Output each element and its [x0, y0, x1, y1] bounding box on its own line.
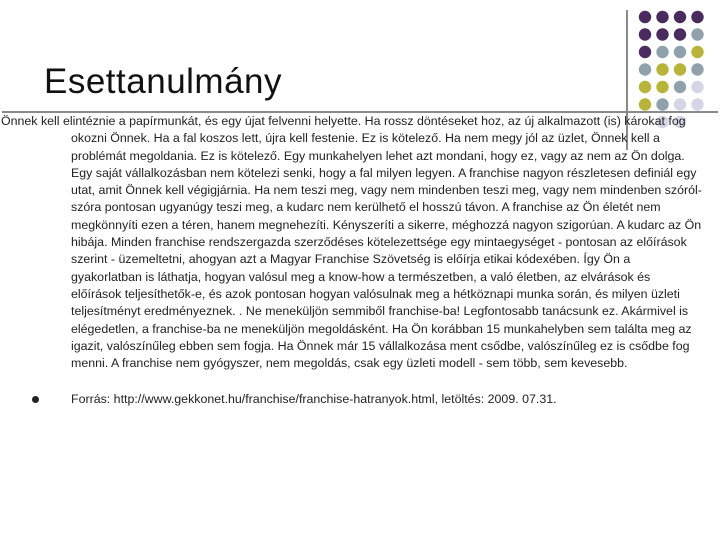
decorative-dot	[639, 11, 651, 23]
decorative-dot	[674, 81, 686, 93]
decorative-dot	[656, 11, 668, 23]
slide-title: Esettanulmány	[44, 62, 283, 101]
decorative-dot	[656, 28, 668, 40]
decorative-dot	[656, 81, 668, 93]
slide-body	[0, 113, 702, 408]
source-item	[0, 391, 702, 408]
decorative-dot	[691, 98, 703, 110]
decorative-dot	[691, 63, 703, 75]
decorative-dot	[656, 98, 668, 110]
decorative-dot	[674, 28, 686, 40]
bullet-icon	[32, 396, 39, 403]
decorative-dot	[639, 98, 651, 110]
decorative-dot	[674, 63, 686, 75]
decorative-dot	[674, 98, 686, 110]
source-text: Forrás: http://www.gekkonet.hu/franchise/franchise-hatranyok.html, letöltés: 2009. 07.31.	[71, 392, 557, 407]
decorative-dot	[639, 28, 651, 40]
decorative-dot	[691, 11, 703, 23]
decorative-dot	[639, 63, 651, 75]
decorative-dot	[674, 11, 686, 23]
decorative-dot	[656, 63, 668, 75]
decorative-dot	[691, 46, 703, 58]
decorative-dot	[656, 46, 668, 58]
case-study-text: Önnek kell elintéznie a papírmunkát, és egy újat felvenni helyette. Ha rossz döntéseket hoz, az új alkalmazott (is) károkat fog okozni Önnek. Ha a fal koszos lett, újra kell festenie. Ez is kötelező. Ha nem megy jól az üzlet, Önnek kell a problémát megoldania. Ez is kötelező. Egy munkahelyen lehet azt mondani, hogy ez, vagy az nem az Ön dolga. Egy saját vállalkozásban nem kötelezi senki, hogy a fal milyen legyen. A franchise nagyon részletesen definiál egy utat, amit Önnek kell végigjárnia. Ha nem teszi meg, vagy nem mindenben teszi meg, vagy nem mindenben szóról-szóra pontosan ugyanúgy teszi meg, a kudarc nem kerülhető el hosszú távon. A franchise az Ön életét nem megkönnyíti ezen a téren, hanem megnehezíti. Kényszeríti a sikerre, méghozzá nagyon szigorúan. A kudarc az Ön hibája. Minden franchise rendszergazda szerződéses kötelezettsége egy mintaegységet - pontosan az előírások szerint - üzemeltetni, ahogyan azt a Magyar Franchise Szövetség is előírja etikai kódexében. Így Ön a gyakorlatban is láthatja, hogyan valósul meg a know-how a természetben, a való életben, az elvárások és előírások teljesíthetők-e, és azok pontosan hogyan valósulnak meg a hétköznapi munka során, és milyen üzleti teljesítményt eredményeznek. . Ne meneküljön semmiből franchise-ba! Legfontosabb tanácsunk ez. Akármivel is elégedetlen, a franchise-ba ne meneküljön megoldásként. Ha Ön korábban 15 munkahelyben sem találta meg az igazit, valószínűleg ebben sem fogja. Ha Önnek már 15 vállalkozása ment csődbe, valószínűleg ez is csődbe fog menni. A franchise nem gyógyszer, nem megoldás, csak egy üzleti modell - sem több, sem kevesebb.	[1, 114, 702, 371]
decorative-dot	[674, 46, 686, 58]
decorative-dot	[639, 46, 651, 58]
decorative-dot	[691, 28, 703, 40]
decorative-dot	[639, 81, 651, 93]
decorative-dot	[691, 81, 703, 93]
